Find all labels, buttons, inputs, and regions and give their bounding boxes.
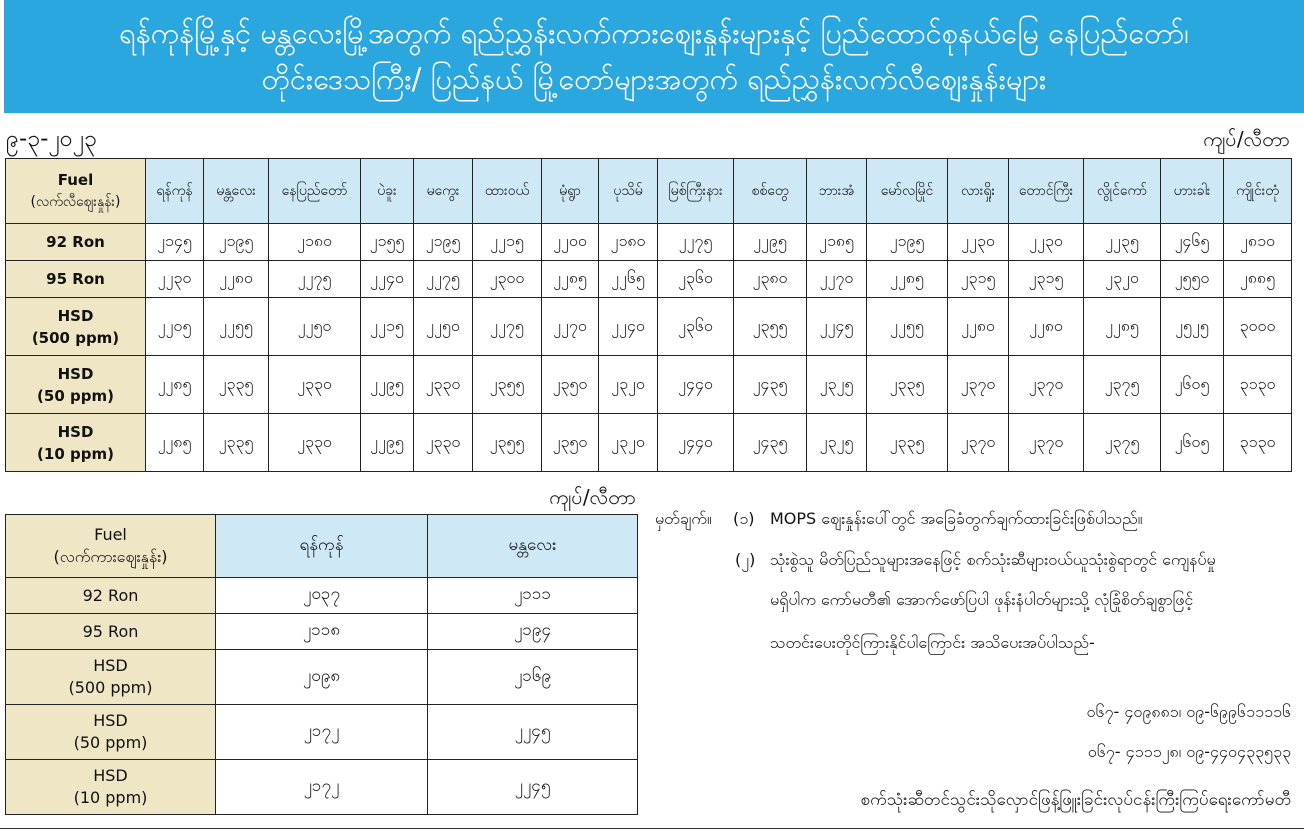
fuel-cell [6,261,146,298]
fuel-name: 92 Ron [46,233,105,251]
note-2-line-3: သတင်းပေးတိုင်ကြားနိုင်ပါကြောင်း အသိပေးအပ်ပါသည်- [770,633,1095,652]
bottom-divider [0,828,1304,829]
price-cell: ၂၃၂၀ [599,414,658,472]
table-header [6,515,638,578]
price-cell: ၂၁၁၈ [216,614,428,650]
price-cell: ၂၂၁၅ [361,298,414,356]
price-cell: ၂၄၄၀ [658,356,734,414]
city-header-cell: မန္တလေး [204,159,269,224]
price-cell: ၂၃၇၀ [948,356,1009,414]
price-cell: ၂၃၃၅ [867,414,948,472]
price-cell: ၂၂၃၅ [1084,224,1161,261]
price-cell: ၂၃၃၅ [204,356,269,414]
title-banner [4,0,1304,113]
fuel-cell [6,414,146,472]
fuel-cell [6,705,216,760]
price-cell: ၂၃၂၅ [807,356,867,414]
price-cell: ၂၆၀၅ [1161,356,1224,414]
city-header-cell: ပုသိမ် [599,159,658,224]
price-cell: ၂၃၂၀ [1084,261,1161,298]
fuel-cell [6,578,216,614]
price-cell: ၂၂၈၅ [867,261,948,298]
price-cell: ၂၂၀၀ [542,224,599,261]
fuel-header-label: Fuel [94,525,127,544]
wholesale-price-table [5,514,638,815]
price-cell: ၂၃၃၀ [414,414,473,472]
title-line-2: တိုင်းဒေသကြီး/ ပြည်နယ် မြို့တော်များအတွက် ရည်ညွှန်းလက်လီဈေးနှုန်းများ [261,62,1047,96]
note-2-line-1: သုံးစွဲသူ မိတ်ပြည်သူများအနေဖြင့် စက်သုံးဆီများဝယ်ယူသုံးစွဲရာတွင် ကျေနပ်မှု [770,550,1216,569]
retail-unit-label: ကျပ်/လီတာ [1203,127,1290,151]
price-cell: ၂၂၁၅ [473,224,542,261]
price-cell: ၂၁၁၁ [428,578,638,614]
price-cell: ၂၃၃၀ [414,356,473,414]
price-cell: ၂၂၅၅ [867,298,948,356]
price-cell: ၂၃၃၅ [867,356,948,414]
fuel-cell [6,224,146,261]
issuer-committee: စက်သုံးဆီတင်သွင်းသိုလှောင်ဖြန့်ဖြူးခြင်းလုပ်ငန်းကြီးကြပ်ရေးကော်မတီ [860,790,1291,810]
price-cell: ၂၂၄၅ [428,760,638,815]
note-1-text: MOPS ဈေးနှုန်းပေါ်တွင် အခြေခံတွက်ချက်ထားခြင်းဖြစ်ပါသည်။ [770,509,1143,528]
price-cell: ၂၀၉၈ [216,650,428,705]
price-cell: ၂၂၅၀ [414,298,473,356]
city-header-cell: တောင်ကြီး [1009,159,1084,224]
price-cell: ၂၁၈၅ [807,224,867,261]
price-cell: ၂၁၉၅ [867,224,948,261]
price-cell: ၂၃၇၀ [1009,414,1084,472]
city-header-cell: ရန်ကုန် [146,159,204,224]
city-header-cell: မကွေး [414,159,473,224]
fuel-header-sublabel: (လက်လီဈေးနှုန်း) [30,194,121,210]
price-cell: ၂၃၃၀ [269,414,361,472]
price-cell: ၃၁၃၀ [1224,414,1292,472]
price-cell: ၂၂၃၀ [948,224,1009,261]
price-cell: ၃၁၃၀ [1224,356,1292,414]
price-cell: ၂၂၄၅ [428,705,638,760]
price-cell: ၂၆၀၅ [1161,414,1224,472]
table-body [6,224,1292,472]
table-row [6,261,1292,298]
price-cell: ၂၂၅၅ [204,298,269,356]
price-cell: ၂၃၈၀ [734,261,807,298]
price-cell: ၂၂၅၀ [269,298,361,356]
price-cell: ၂၂၈၅ [146,356,204,414]
price-cell: ၂၁၄၅ [146,224,204,261]
price-cell: ၂၃၂၅ [807,414,867,472]
price-cell: ၂၁၉၅ [414,224,473,261]
fuel-cell [6,356,146,414]
price-cell: ၂၂၇၀ [542,298,599,356]
fuel-name: HSD [93,711,128,730]
price-cell: ၂၁၈၀ [269,224,361,261]
fuel-name: 95 Ron [82,621,139,641]
price-cell: ၂၃၁၅ [948,261,1009,298]
city-header-cell: ရန်ကုန် [216,515,428,578]
table-row [6,298,1292,356]
fuel-grade: (50 ppm) [37,386,114,405]
city-header-cell: ပဲခူး [361,159,414,224]
price-cell: ၂၃၀၀ [473,261,542,298]
price-cell: ၂၂၆၅ [599,261,658,298]
fuel-header-label: Fuel [57,171,94,189]
table-row [6,614,638,650]
fuel-name: HSD [93,766,128,785]
table-row [6,650,638,705]
price-cell: ၂၃၇၀ [1009,356,1084,414]
fuel-header-cell [6,159,146,224]
fuel-cell [6,298,146,356]
price-cell: ၂၂၀၅ [146,298,204,356]
fuel-cell [6,650,216,705]
price-cell: ၂၃၅၅ [473,356,542,414]
price-cell: ၂၂၉၅ [361,414,414,472]
phone-line-1: ၀၆၇- ၄၀၉၈၈၁၊ ၀၉-၆၉၉၆၁၁၁၁၆ [1086,702,1291,721]
price-cell: ၂၅၅၀ [1161,261,1224,298]
fuel-grade: (10 ppm) [37,444,114,463]
price-cell: ၂၄၃၅ [734,414,807,472]
wholesale-unit-label: ကျပ်/လီတာ [549,485,636,509]
price-cell: ၂၁၈၀ [599,224,658,261]
header-row [6,159,1292,224]
price-cell: ၂၃၆၀ [658,261,734,298]
fuel-grade: (10 ppm) [73,788,148,807]
price-cell: ၂၂၄၅ [807,298,867,356]
price-cell: ၂၂၇၅ [658,224,734,261]
fuel-name: 92 Ron [82,585,139,605]
fuel-header-cell [6,515,216,578]
price-cell: ၂၂၈၅ [542,261,599,298]
price-cell: ၂၂၈၀ [948,298,1009,356]
price-cell: ၂၂၇၅ [473,298,542,356]
city-header-cell: လွိုင်ကော် [1084,159,1161,224]
price-cell: ၂၃၂၀ [599,356,658,414]
city-header-cell: စစ်တွေ [734,159,807,224]
price-cell: ၂၂၃၀ [146,261,204,298]
price-cell: ၂၃၁၅ [1009,261,1084,298]
city-header-cell: ထားဝယ် [473,159,542,224]
price-cell: ၂၂၇၅ [269,261,361,298]
city-header-cell: မော်လမြိုင် [867,159,948,224]
price-date: ၉-၃-၂၀၂၃ [6,126,97,152]
table-row [6,705,638,760]
price-cell: ၂၂၄၀ [599,298,658,356]
price-cell: ၂၄၆၅ [1161,224,1224,261]
fuel-grade: (50 ppm) [73,733,148,752]
price-cell: ၂၃၅၅ [473,414,542,472]
note-2-line-2: မရှိပါက ကော်မတီ၏ အောက်ဖော်ပြပါ ဖုန်းနံပါတ်များသို့ လုံခြုံစိတ်ချစွာဖြင့် [770,590,1194,609]
city-header-cell: နေပြည်တော် [269,159,361,224]
price-cell: ၂၃၃၀ [269,356,361,414]
city-header-cell: ဘားအံ [807,159,867,224]
city-header-cell: မုံရွာ [542,159,599,224]
price-cell: ၂၃၆၀ [658,298,734,356]
price-cell: ၂၁၇၂ [216,760,428,815]
retail-price-table [5,158,1292,472]
table-row [6,578,638,614]
price-cell: ၂၃၅၅ [734,298,807,356]
price-cell: ၂၂၉၅ [734,224,807,261]
price-cell: ၂၃၇၀ [948,414,1009,472]
fuel-name: HSD [57,422,94,441]
table-row [6,224,1292,261]
price-cell: ၂၂၈၀ [1009,298,1084,356]
price-cell: ၂၂၈၅ [146,414,204,472]
city-header-cell: ကျိုင်းတုံ [1224,159,1292,224]
price-cell: ၂၄၄၀ [658,414,734,472]
price-cell: ၃၀၀၀ [1224,298,1292,356]
table-row [6,760,638,815]
fuel-name: HSD [57,364,94,383]
fuel-name: 95 Ron [46,270,105,288]
phone-line-2: ၀၆၇- ၄၁၁၁၂၈၊ ၀၉-၄၄၀၄၃၃၅၃၃ [1087,742,1291,761]
city-header-cell: လားရှိုး [948,159,1009,224]
table-row [6,356,1292,414]
note-1-number: (၁) [733,509,755,528]
price-cell: ၂၅၂၅ [1161,298,1224,356]
price-cell: ၂၈၁၀ [1224,224,1292,261]
price-cell: ၂၀၃၇ [216,578,428,614]
table-body [6,578,638,815]
price-cell: ၂၃၅၀ [542,414,599,472]
table-row [6,414,1292,472]
price-cell: ၂၁၅၅ [361,224,414,261]
price-cell: ၂၂၈၅ [1084,298,1161,356]
price-cell: ၂၈၈၅ [1224,261,1292,298]
title-line-1: ရန်ကုန်မြို့နှင့် မန္တလေးမြို့အတွက် ရည်ညွှန်းလက်ကားဈေးနှုန်းများနှင့် ပြည်ထောင်စုနယ်မြေ နေပြည်တော်၊ [119,16,1189,50]
price-cell: ၂၃၅၀ [542,356,599,414]
price-cell: ၂၁၉၄ [428,614,638,650]
price-cell: ၂၃၃၅ [204,414,269,472]
header-row [6,515,638,578]
fuel-cell [6,614,216,650]
note-2-number: (၂) [735,550,756,569]
fuel-name: HSD [93,656,128,675]
table-header [6,159,1292,224]
notes-label: မှတ်ချက်။ [655,509,712,528]
price-cell: ၂၂၄၀ [361,261,414,298]
price-cell: ၂၁၇၂ [216,705,428,760]
price-cell: ၂၁၆၉ [428,650,638,705]
city-header-cell: မြစ်ကြီးနား [658,159,734,224]
fuel-header-sublabel: (လက်ကားဈေးနှုန်း) [53,547,168,566]
price-cell: ၂၃၇၅ [1084,414,1161,472]
price-cell: ၂၂၈၀ [204,261,269,298]
price-cell: ၂၂၇၀ [807,261,867,298]
price-cell: ၂၁၉၅ [204,224,269,261]
fuel-name: HSD [57,306,94,325]
price-cell: ၂၄၃၅ [734,356,807,414]
city-header-cell: မန္တလေး [428,515,638,578]
price-cell: ၂၂၉၅ [361,356,414,414]
price-cell: ၂၃၇၅ [1084,356,1161,414]
fuel-grade: (500 ppm) [31,328,120,347]
fuel-cell [6,760,216,815]
fuel-grade: (500 ppm) [68,678,153,697]
city-header-cell: ဟားခါး [1161,159,1224,224]
price-cell: ၂၂၃၀ [1009,224,1084,261]
price-cell: ၂၂၇၅ [414,261,473,298]
